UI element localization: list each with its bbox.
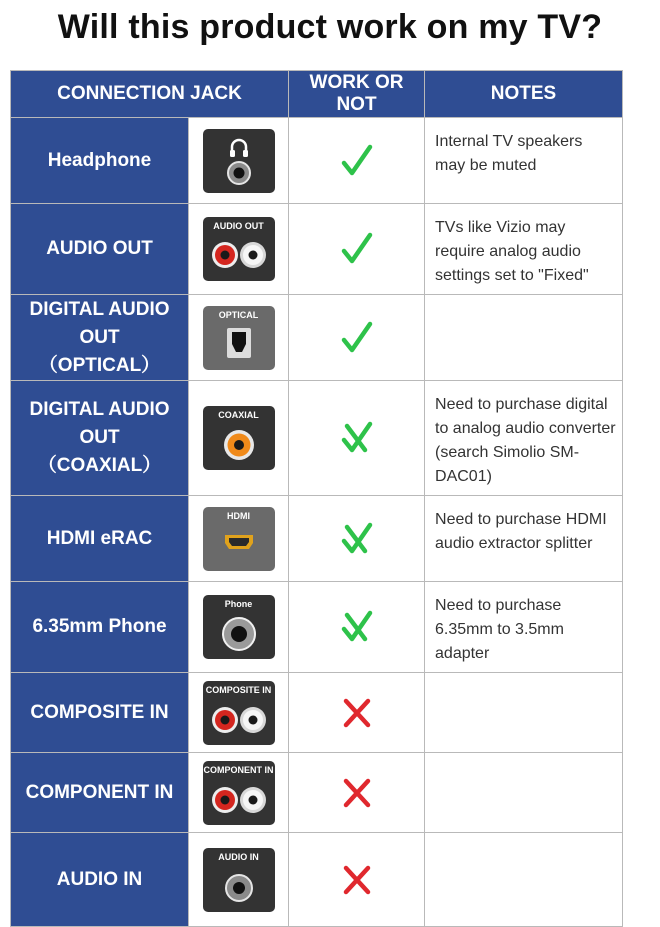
- rca-red-white-jack-icon: [203, 761, 275, 825]
- table-header-row: [11, 71, 623, 118]
- jack-name-cell: [11, 496, 189, 582]
- jack-name-cell: [11, 582, 189, 673]
- audio-in-jack-icon: [203, 848, 275, 912]
- header-work-or-not: WORK OR NOT: [289, 71, 425, 118]
- notes-cell: [425, 496, 623, 582]
- notes-cell: [425, 381, 623, 496]
- jack-name: DIGITAL AUDIO OUT: [29, 399, 170, 448]
- headphone-jack-icon: [203, 129, 275, 193]
- jack-label: COAXIAL: [218, 410, 259, 420]
- table-row: [11, 496, 623, 582]
- jack-label: COMPOSITE IN: [205, 684, 272, 695]
- notes-cell: [425, 295, 623, 381]
- notes-text: TVs like Vizio may require analog audio settings set to "Fixed": [435, 219, 589, 284]
- jack-image-cell: [189, 673, 289, 753]
- check-icon: [339, 231, 375, 267]
- notes-cell: [425, 833, 623, 927]
- jack-label: COMPONENT IN: [203, 764, 274, 775]
- optical-jack-icon: [203, 306, 275, 370]
- work-status-cell: [289, 496, 425, 582]
- phone-jack-icon: [203, 595, 275, 659]
- jack-name-subtitle: （OPTICAL）: [38, 354, 161, 376]
- jack-image-cell: [189, 753, 289, 833]
- jack-name-cell: [11, 295, 189, 381]
- jack-name-subtitle: （COAXIAL）: [37, 455, 162, 476]
- page-title: Will this product work on my TV?: [57, 8, 603, 46]
- jack-name: Headphone: [47, 149, 152, 171]
- table-row: [11, 204, 623, 295]
- jack-name: 6.35mm Phone: [32, 616, 167, 637]
- notes-cell: [425, 673, 623, 753]
- table-row: [11, 673, 623, 753]
- jack-name: DIGITAL AUDIO OUT: [29, 298, 170, 348]
- notes-cell: [425, 204, 623, 295]
- notes-cell: [425, 582, 623, 673]
- jack-name-cell: [11, 204, 189, 295]
- jack-name-cell: [11, 381, 189, 496]
- jack-label: OPTICAL: [218, 309, 259, 320]
- header-connection-jack: CONNECTION JACK: [11, 71, 289, 118]
- jack-image-cell: [189, 204, 289, 295]
- notes-text: Need to purchase 6.35mm to 3.5mm adapter: [435, 597, 564, 662]
- compatibility-table: [10, 70, 623, 927]
- jack-image-cell: [189, 381, 289, 496]
- jack-image-cell: [189, 496, 289, 582]
- table-row: [11, 381, 623, 496]
- table-row: [11, 295, 623, 381]
- jack-label: AUDIO OUT: [213, 221, 264, 231]
- jack-name-cell: [11, 833, 189, 927]
- work-status-cell: [289, 295, 425, 381]
- jack-image-cell: [189, 118, 289, 204]
- work-status-cell: [289, 582, 425, 673]
- cross-icon: [339, 862, 375, 898]
- table-row: [11, 833, 623, 927]
- jack-name-cell: [11, 673, 189, 753]
- jack-image-cell: [189, 582, 289, 673]
- work-status-cell: [289, 381, 425, 496]
- notes-text: Need to purchase HDMI audio extractor splitter: [435, 511, 607, 552]
- cross-icon: [339, 775, 375, 811]
- notes-text: Need to purchase digital to analog audio converter (search Simolio SM-DAC01): [435, 396, 616, 485]
- work-status-cell: [289, 204, 425, 295]
- coaxial-jack-icon: [203, 406, 275, 470]
- check-with-cross-icon: [339, 521, 375, 557]
- notes-text: Internal TV speakers may be muted: [435, 133, 583, 174]
- hdmi-port-icon: [203, 507, 275, 571]
- jack-name-cell: [11, 118, 189, 204]
- notes-cell: [425, 118, 623, 204]
- jack-label: AUDIO IN: [218, 851, 259, 862]
- header-notes: NOTES: [425, 71, 623, 118]
- check-with-cross-icon: [339, 609, 375, 645]
- rca-red-white-jack-icon: [203, 681, 275, 745]
- jack-name: COMPONENT IN: [25, 781, 174, 803]
- work-status-cell: [289, 118, 425, 204]
- check-icon: [339, 143, 375, 179]
- jack-label: HDMI: [227, 510, 250, 521]
- jack-image-cell: [189, 295, 289, 381]
- jack-name: COMPOSITE IN: [30, 701, 169, 723]
- table-row: [11, 118, 623, 204]
- table-row: [11, 582, 623, 673]
- check-with-cross-icon: [339, 420, 375, 456]
- work-status-cell: [289, 753, 425, 833]
- table-row: [11, 753, 623, 833]
- jack-name-cell: [11, 753, 189, 833]
- jack-name: AUDIO IN: [56, 868, 143, 890]
- jack-label: Phone: [224, 599, 253, 609]
- rca-red-white-jack-icon: [203, 217, 275, 281]
- check-icon: [339, 320, 375, 356]
- jack-image-cell: [189, 833, 289, 927]
- jack-name: AUDIO OUT: [46, 238, 153, 259]
- jack-name: HDMI eRAC: [46, 527, 153, 549]
- work-status-cell: [289, 833, 425, 927]
- work-status-cell: [289, 673, 425, 753]
- notes-cell: [425, 753, 623, 833]
- cross-icon: [339, 695, 375, 731]
